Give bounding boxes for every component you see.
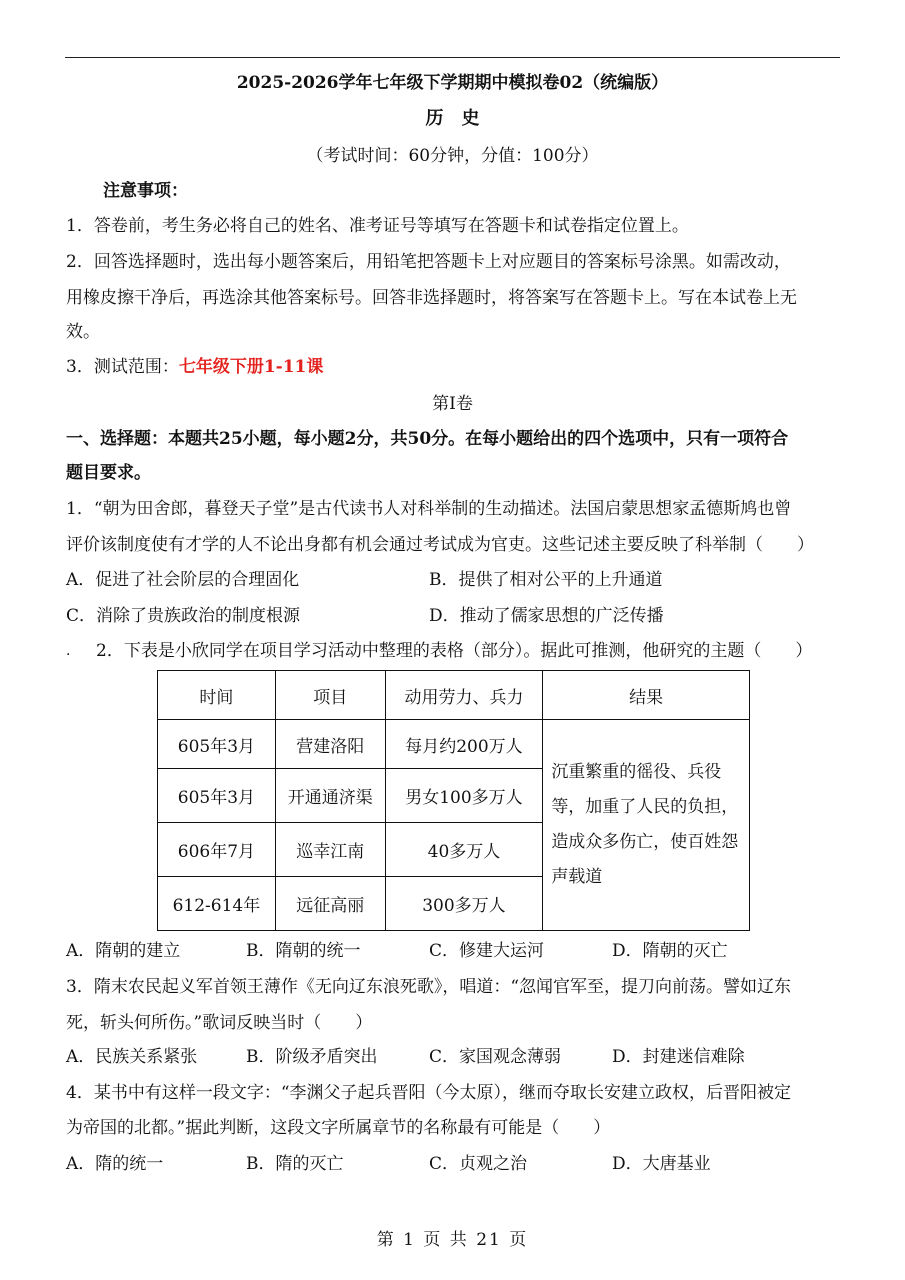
q3-option-b: B．阶级矛盾突出 bbox=[246, 1047, 378, 1067]
q4-stem-line2: 为帝国的北都。”据此判断，这段文字所属章节的名称最有可能是（ ） bbox=[66, 1118, 611, 1138]
cell-time: 605年3月 bbox=[158, 720, 276, 769]
header-cell-project: 项目 bbox=[275, 671, 385, 720]
q4-stem-line1: 4．某书中有这样一段文字：“李渊父子起兵晋阳（今太原），继而夺取长安建立政权，后晋阳被定 bbox=[66, 1083, 792, 1103]
cell-project: 营建洛阳 bbox=[275, 720, 385, 769]
cell-labor: 每月约200万人 bbox=[385, 720, 543, 769]
scope-label: 3．测试范围： bbox=[66, 357, 179, 377]
cell-time: 605年3月 bbox=[158, 769, 276, 823]
header-rule bbox=[65, 57, 840, 58]
cell-time: 612-614年 bbox=[158, 877, 276, 931]
q1-option-a: A．促进了社会阶层的合理固化 bbox=[66, 570, 300, 590]
notice-item-2-line1: 2．回答选择题时，选出每小题答案后，用铅笔把答题卡上对应题目的答案标号涂黑。如需改动， bbox=[66, 252, 791, 272]
cell-labor: 300多万人 bbox=[385, 877, 543, 931]
cell-result: 沉重繁重的徭役、兵役等，加重了人民的负担，造成众多伤亡，使百姓怨声载道 bbox=[543, 720, 750, 931]
cell-labor: 男女100多万人 bbox=[385, 769, 543, 823]
q1-stem-line2: 评价该制度使有才学的人不论出身都有机会通过考试成为官吏。这些记述主要反映了科举制（ ） bbox=[66, 535, 814, 555]
cell-labor: 40多万人 bbox=[385, 823, 543, 877]
q1-option-d: D．推动了儒家思想的广泛传播 bbox=[429, 606, 664, 626]
header-cell-labor: 动用劳力、兵力 bbox=[385, 671, 543, 720]
q2-option-b: B．隋朝的统一 bbox=[246, 941, 361, 961]
cell-project: 巡幸江南 bbox=[275, 823, 385, 877]
header-cell-result: 结果 bbox=[543, 671, 750, 720]
volume-label: 第Ⅰ卷 bbox=[432, 394, 473, 414]
notice-heading: 注意事项： bbox=[103, 181, 188, 201]
q4-option-d: D．大唐基业 bbox=[612, 1154, 711, 1174]
page-number-footer: 第 1 页 共 21 页 bbox=[376, 1230, 529, 1250]
section-heading-line2: 题目要求。 bbox=[66, 463, 151, 483]
notice-item-1: 1．答卷前，考生务必将自己的姓名、准考证号等填写在答题卡和试卷指定位置上。 bbox=[66, 216, 689, 236]
q1-stem-line1: 1．“朝为田舍郎，暮登天子堂”是古代读书人对科举制的生动描述。法国启蒙思想家孟德斯鸠也曾 bbox=[66, 499, 792, 519]
notice-item-2-line3: 效。 bbox=[66, 322, 100, 342]
margin-dot: · bbox=[66, 647, 71, 663]
q1-option-b: B．提供了相对公平的上升通道 bbox=[429, 570, 663, 590]
q4-option-c: C．贞观之治 bbox=[429, 1154, 528, 1174]
q3-option-a: A．民族关系紧张 bbox=[66, 1047, 198, 1067]
scope-value: 七年级下册1-11课 bbox=[178, 357, 324, 377]
header-cell-time: 时间 bbox=[158, 671, 276, 720]
q3-option-d: D．封建迷信难除 bbox=[612, 1047, 745, 1067]
q4-option-b: B．隋的灭亡 bbox=[246, 1154, 344, 1174]
q2-option-c: C．修建大运河 bbox=[429, 941, 545, 961]
q2-option-d: D．隋朝的灭亡 bbox=[612, 941, 728, 961]
q3-stem-line2: 死，斩头何所伤。”歌词反映当时（ ） bbox=[66, 1013, 373, 1033]
subject-title: 历 史 bbox=[425, 108, 480, 129]
cell-project: 开通通济渠 bbox=[275, 769, 385, 823]
table-header-row bbox=[158, 671, 750, 720]
exam-info: （考试时间：60分钟，分值：100分） bbox=[306, 146, 599, 166]
q2-stem: 2．下表是小欣同学在项目学习活动中整理的表格（部分）。据此可推测，他研究的主题（ ） bbox=[96, 641, 813, 661]
cell-time: 606年7月 bbox=[158, 823, 276, 877]
q4-option-a: A．隋的统一 bbox=[66, 1154, 164, 1174]
notice-item-2-line2: 用橡皮擦干净后，再选涂其他答案标号。回答非选择题时，将答案写在答题卡上。写在本试卷上无 bbox=[66, 288, 797, 308]
q2-option-a: A．隋朝的建立 bbox=[66, 941, 181, 961]
section-heading-line1: 一、选择题：本题共25小题，每小题2分，共50分。在每小题给出的四个选项中，只有一项符合 bbox=[66, 429, 789, 449]
table-row bbox=[158, 720, 750, 769]
q3-option-c: C．家国观念薄弱 bbox=[429, 1047, 562, 1067]
exam-title: 2025-2026学年七年级下学期期中模拟卷02（统编版） bbox=[236, 73, 669, 93]
notice-item-3 bbox=[66, 356, 323, 378]
cell-project: 远征高丽 bbox=[275, 877, 385, 931]
q3-stem-line1: 3．隋末农民起义军首领王薄作《无向辽东浪死歌》，唱道：“忽闻官军至，提刀向前荡。譬如辽东 bbox=[66, 977, 792, 997]
q2-table bbox=[157, 670, 750, 931]
q1-option-c: C．消除了贵族政治的制度根源 bbox=[66, 606, 301, 626]
